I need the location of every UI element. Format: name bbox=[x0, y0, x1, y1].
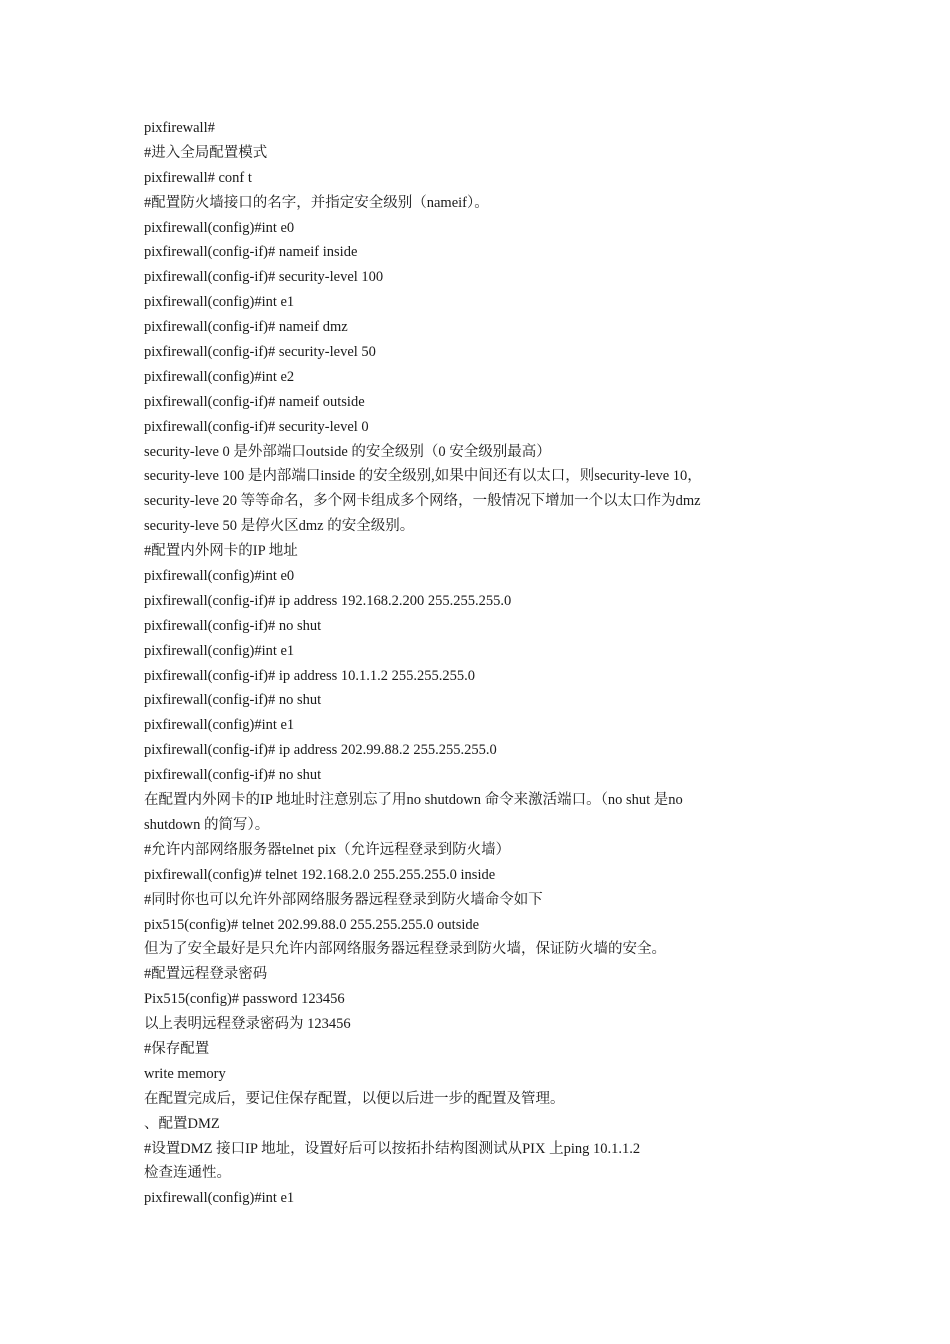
document-line: pixfirewall(config)#int e1 bbox=[144, 294, 295, 311]
document-line: 在配置内外网卡的IP 地址时注意别忘了用no shutdown 命令来激活端口。（no shut 是no bbox=[144, 792, 683, 809]
document-line: #允许内部网络服务器telnet pix（允许远程登录到防火墙） bbox=[144, 841, 511, 858]
document-line: pixfirewall(config-if)# no shut bbox=[144, 692, 322, 709]
document-line: pixfirewall(config-if)# ip address 192.168.2.200 255.255.255.0 bbox=[144, 592, 512, 609]
document-line: #配置远程登录密码 bbox=[144, 966, 268, 983]
document-line: #配置防火墙接口的名字，并指定安全级别（nameif）。 bbox=[144, 194, 489, 211]
document-line: #配置内外网卡的IP 地址 bbox=[144, 543, 298, 560]
document-line: pixfirewall(config)#int e0 bbox=[144, 219, 295, 236]
document-line: pixfirewall# bbox=[144, 120, 215, 136]
document-line: pixfirewall(config)#int e1 bbox=[144, 1190, 295, 1207]
document-line: shutdown 的简写）。 bbox=[144, 816, 270, 833]
document-line: pixfirewall(config-if)# no shut bbox=[144, 617, 322, 634]
document-line: pixfirewall(config-if)# nameif dmz bbox=[144, 319, 348, 336]
document-line: pixfirewall(config)#int e0 bbox=[144, 568, 295, 585]
document-line: security-leve 50 是停火区dmz 的安全级别。 bbox=[144, 518, 415, 535]
document-line: 检查连通性。 bbox=[144, 1165, 231, 1182]
document-line: pixfirewall(config)#int e1 bbox=[144, 642, 295, 659]
document-line: pixfirewall(config-if)# nameif inside bbox=[144, 244, 358, 261]
document-line: pixfirewall(config-if)# security-level 100 bbox=[144, 269, 384, 286]
document-line: pixfirewall(config-if)# nameif outside bbox=[144, 393, 365, 410]
document-line: 在配置完成后，要记住保存配置，以便以后进一步的配置及管理。 bbox=[144, 1090, 565, 1107]
document-body bbox=[144, 116, 744, 1211]
document-line: security-leve 0 是外部端口outside 的安全级别（0 安全级别最高） bbox=[144, 443, 551, 460]
document-line: Pix515(config)# password 123456 bbox=[144, 991, 345, 1008]
document-line: write memory bbox=[144, 1065, 226, 1082]
document-line: security-leve 20 等等命名，多个网卡组成多个网络，一般情况下增加一个以太口作为dmz bbox=[144, 493, 701, 510]
document-line: pixfirewall(config)#int e2 bbox=[144, 368, 295, 385]
document-line: pixfirewall(config-if)# security-level 50 bbox=[144, 344, 376, 361]
document-line: #同时你也可以允许外部网络服务器远程登录到防火墙命令如下 bbox=[144, 891, 543, 908]
document-line: pixfirewall(config)#int e1 bbox=[144, 717, 295, 734]
document-line: pixfirewall(config-if)# ip address 202.99.88.2 255.255.255.0 bbox=[144, 742, 497, 759]
document-line: pixfirewall(config)# telnet 192.168.2.0 255.255.255.0 inside bbox=[144, 866, 496, 883]
document-line: 、配置DMZ bbox=[144, 1115, 220, 1132]
document-line: 但为了安全最好是只允许内部网络服务器远程登录到防火墙，保证防火墙的安全。 bbox=[144, 941, 666, 958]
document-line: #进入全局配置模式 bbox=[144, 144, 268, 161]
document-line: pixfirewall# conf t bbox=[144, 169, 252, 186]
document-line: #保存配置 bbox=[144, 1040, 210, 1057]
document-line: security-leve 100 是内部端口inside 的安全级别,如果中间还有以太口，则security-leve 10， bbox=[144, 468, 702, 485]
document-line: 以上表明远程登录密码为 123456 bbox=[144, 1016, 351, 1033]
document-line: pixfirewall(config-if)# security-level 0 bbox=[144, 418, 369, 435]
document-line: pix515(config)# telnet 202.99.88.0 255.255.255.0 outside bbox=[144, 916, 480, 933]
document-line: pixfirewall(config-if)# ip address 10.1.1.2 255.255.255.0 bbox=[144, 667, 476, 684]
document-line: #设置DMZ 接口IP 地址，设置好后可以按拓扑结构图测试从PIX 上ping 10.1.1.2 bbox=[144, 1140, 641, 1157]
document-line: pixfirewall(config-if)# no shut bbox=[144, 767, 322, 784]
